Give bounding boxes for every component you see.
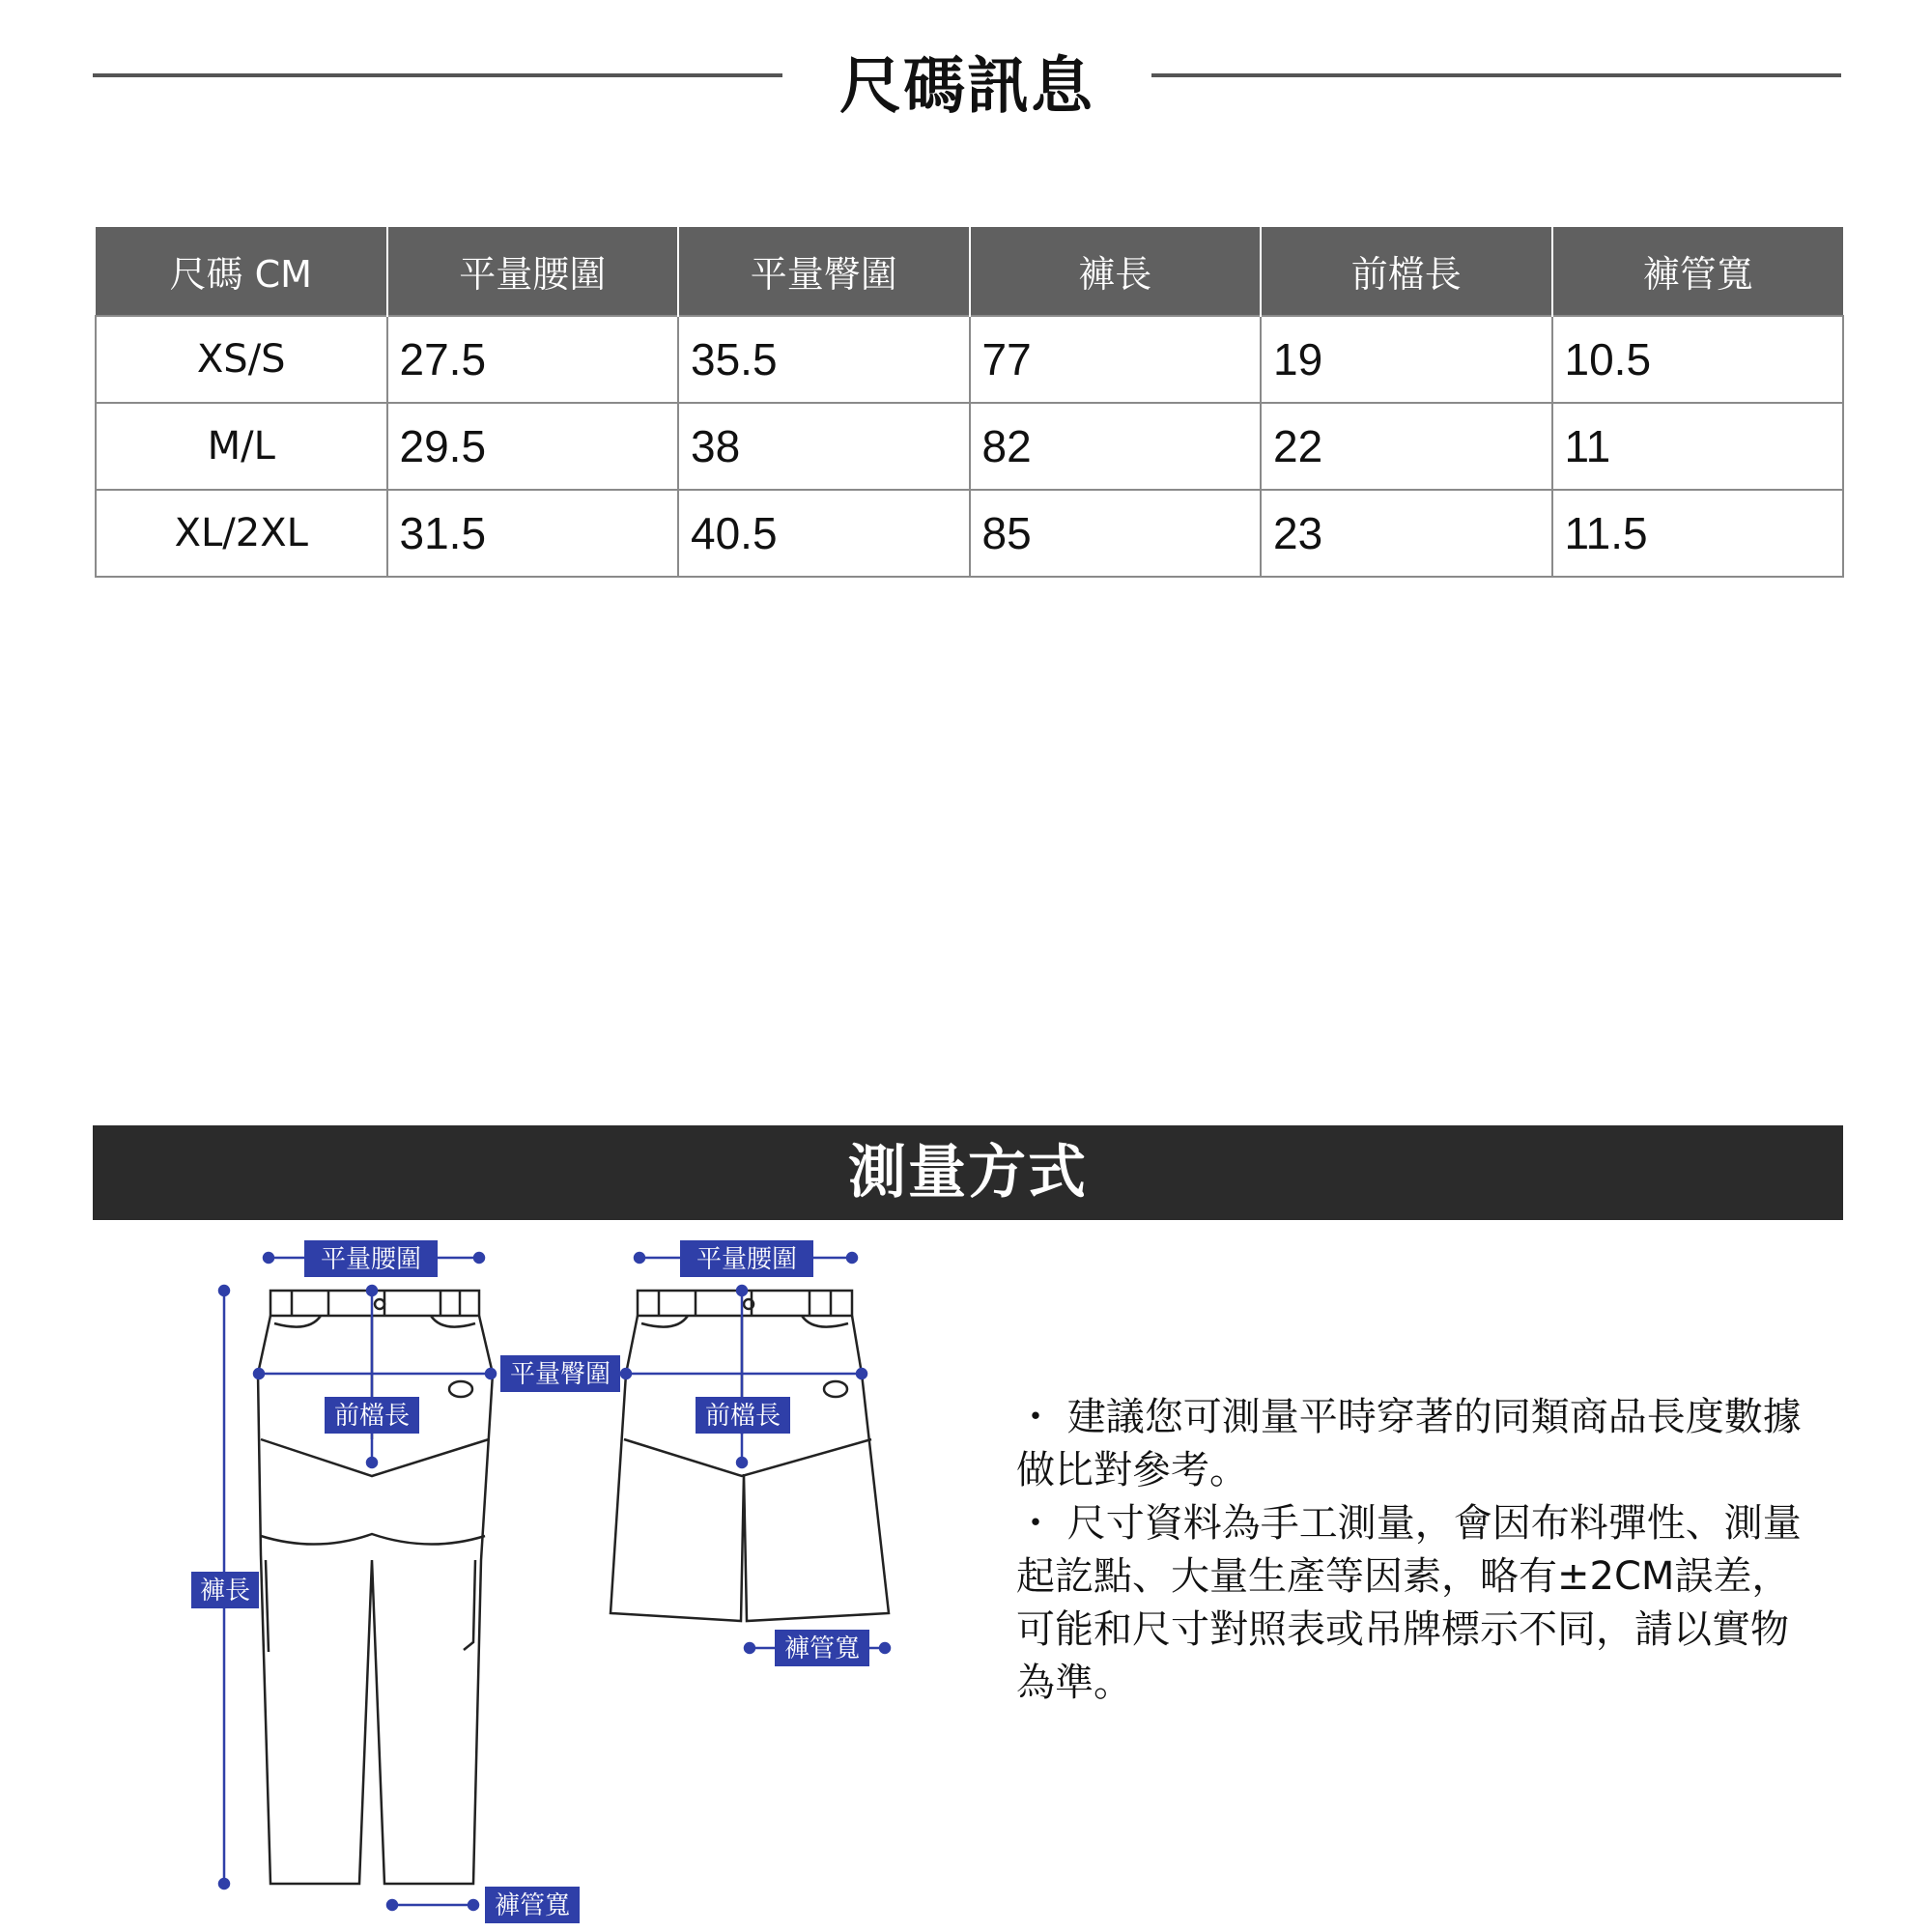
measurement-notes [1016,1391,1818,1710]
cell-hip: 35.5 [678,316,970,403]
cell-length: 85 [970,490,1262,577]
tag-length [191,1572,259,1608]
tag-length-label: 褲長 [199,1577,251,1605]
cell-hem: 11.5 [1552,490,1844,577]
cell-size: XS/S [96,316,387,403]
header-size: 尺碼 CM [96,227,387,316]
tag-hem [485,1887,580,1923]
tag-waist-label: 平量腰圍 [320,1245,422,1274]
tag-rise [325,1397,419,1434]
size-table [95,227,1844,578]
table-row [96,490,1843,577]
cell-hem: 11 [1552,403,1844,490]
size-info-header [93,29,1841,126]
page-title: 尺碼訊息 [839,51,1094,123]
table-row [96,316,1843,403]
cell-rise: 23 [1261,490,1552,577]
tag-shorts-hem-label: 褲管寬 [783,1634,861,1663]
tag-rise-label: 前檔長 [333,1402,411,1431]
cell-length: 82 [970,403,1262,490]
header-hip: 平量臀圍 [678,227,970,316]
cell-rise: 19 [1261,316,1552,403]
cell-hip: 40.5 [678,490,970,577]
cell-size: XL/2XL [96,490,387,577]
note-item: ・ 尺寸資料為手工測量，會因布料彈性、測量起訖點、大量生產等因素，略有±2CM誤差，可能和尺寸對照表或吊牌標示不同，請以實物為準。 [1016,1501,1802,1705]
long-pants-diagram [174,1227,638,1932]
measure-method-banner: 測量方式 [93,1125,1843,1220]
cell-rise: 22 [1261,403,1552,490]
cell-hip: 38 [678,403,970,490]
tag-hip-label: 平量臀圍 [509,1360,611,1389]
tag-shorts-waist [680,1240,813,1277]
cell-waist: 31.5 [387,490,679,577]
cell-waist: 29.5 [387,403,679,490]
title-divider-left [93,73,782,77]
cell-hem: 10.5 [1552,316,1844,403]
title-divider-right [1151,73,1841,77]
header-hem: 褲管寬 [1552,227,1844,316]
header-waist: 平量腰圍 [387,227,679,316]
table-row [96,403,1843,490]
tag-shorts-hem [775,1630,869,1666]
tag-shorts-rise-label: 前檔長 [704,1402,781,1431]
tag-shorts-rise [696,1397,790,1434]
cell-waist: 27.5 [387,316,679,403]
cell-length: 77 [970,316,1262,403]
header-length: 褲長 [970,227,1262,316]
tag-hem-label: 褲管寬 [494,1891,571,1920]
shorts-diagram [599,1227,908,1671]
tag-shorts-waist-label: 平量腰圍 [696,1245,798,1274]
cell-size: M/L [96,403,387,490]
header-rise: 前檔長 [1261,227,1552,316]
note-item: ・ 建議您可測量平時穿著的同類商品長度數據做比對參考。 [1016,1395,1802,1492]
table-header-row [96,227,1843,316]
tag-waist [304,1240,438,1277]
